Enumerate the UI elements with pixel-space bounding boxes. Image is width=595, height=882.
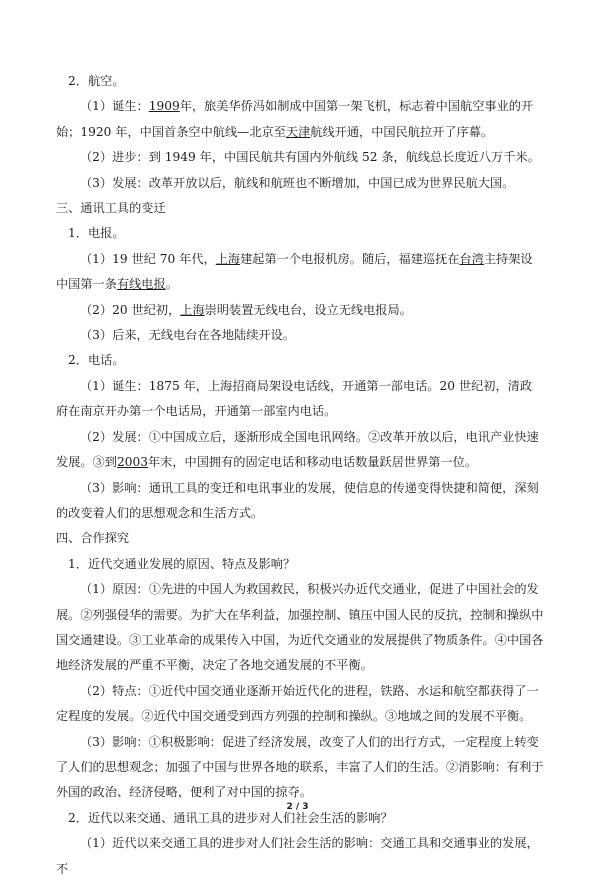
underlined-city: 上海: [215, 251, 241, 266]
page-number: 2 / 3: [286, 802, 309, 812]
underlined-year: 2003: [116, 455, 148, 470]
heading-telegraph: 1．电报。: [68, 226, 125, 241]
paragraph-aviation-progress: （2）进步：到 1949 年，中国民航共有国内外航线 52 条，航线总长度近八万千米。: [80, 150, 540, 165]
question-2-title: 2．近代以来交通、通讯工具的进步对人们社会生活的影响？: [68, 810, 393, 825]
paragraph-aviation-birth: （1）诞生：1909年，旅美华侨冯如制成中国第一架飞机，标志着中国航空事业的开始；1920 年，中国首条空中航线—北京至天津航线开通，中国民航拉开了序幕。: [56, 99, 534, 139]
heading-aviation: 2．航空。: [68, 74, 125, 88]
paragraph-telegraph-3: （3）后来，无线电台在各地陆续开设。: [80, 328, 295, 343]
paragraph-q2-1: （1）近代以来交通工具的进步对人们社会生活的影响：交通工具和交通事业的发展，不: [56, 836, 539, 876]
paragraph-phone-impact: （3）影响：通讯工具的变迁和电讯事业的发展，使信息的传递变得快捷和简便，深刻的改变着人们的思想观念和生活方式。: [56, 480, 539, 520]
page-content: [56, 69, 544, 882]
paragraph-phone-development: （2）发展：①中国成立后，逐渐形成全国电讯网络。②改革开放以后，电讯产业快速发展。③到2003年末，中国拥有的固定电话和移动电话数量跃居世界第一位。: [56, 429, 539, 470]
paragraph-telegraph-2: （2）20 世纪初，上海崇明装置无线电台，设立无线电报局。: [80, 302, 412, 317]
underlined-year: 1909: [148, 99, 180, 114]
underlined-term: 有线电报: [116, 277, 166, 292]
section-title-inquiry: 四、合作探究: [56, 531, 130, 546]
paragraph-q1-feature: （2）特点：①近代中国交通业逐渐开始近代化的进程，铁路、水运和航空都获得了一定程度的发展。②近代中国交通受到西方列强的控制和操纵。③地域之间的发展不平衡。: [56, 683, 539, 724]
paragraph-q1-cause: （1）原因：①先进的中国人为救国救民，积极兴办近代交通业，促进了中国社会的发展。②列强侵华的需要。为扩大在华利益，加强控制、镇压中国人民的反抗，控制和操纵中国交通建设。③工业革命的成果传入中国，为近代交通业的发展提供了物质条件。④中国各地经济发展的严重不平衡，决定了各地交通发展的不平衡。: [56, 582, 544, 673]
section-title-communication: 三、通讯工具的变迁: [56, 201, 166, 216]
heading-phone: 2．电话。: [68, 353, 125, 368]
paragraph-phone-birth: （1）诞生：1875 年，上海招商局架设电话线，开通第一部电话。20 世纪初，清政府在南京开办第一个电话局，开通第一部室内电话。: [56, 378, 533, 419]
paragraph-aviation-development: （3）发展：改革开放以后，航线和航班也不断增加，中国已成为世界民航大国。: [80, 175, 515, 190]
paragraph-q1-impact: （3）影响：①积极影响：促进了经济发展，改变了人们的出行方式，一定程度上转变了人们的思想观念；加强了中国与世界各地的联系，丰富了人们的生活。②消影响：有利于外国的政治、经济侵略，便利了对中国的掠夺。: [56, 734, 544, 800]
underlined-island: 台湾: [459, 251, 484, 266]
underlined-city: 天津: [285, 124, 311, 139]
paragraph-telegraph-1: （1）19 世纪 70 年代，上海建起第一个电报机房。随后，福建巡抚在台湾主持架设中国第一条有线电报。: [56, 251, 533, 292]
question-1-title: 1．近代交通业发展的原因、特点及影响？: [68, 556, 296, 571]
underlined-city: 上海: [180, 302, 205, 317]
